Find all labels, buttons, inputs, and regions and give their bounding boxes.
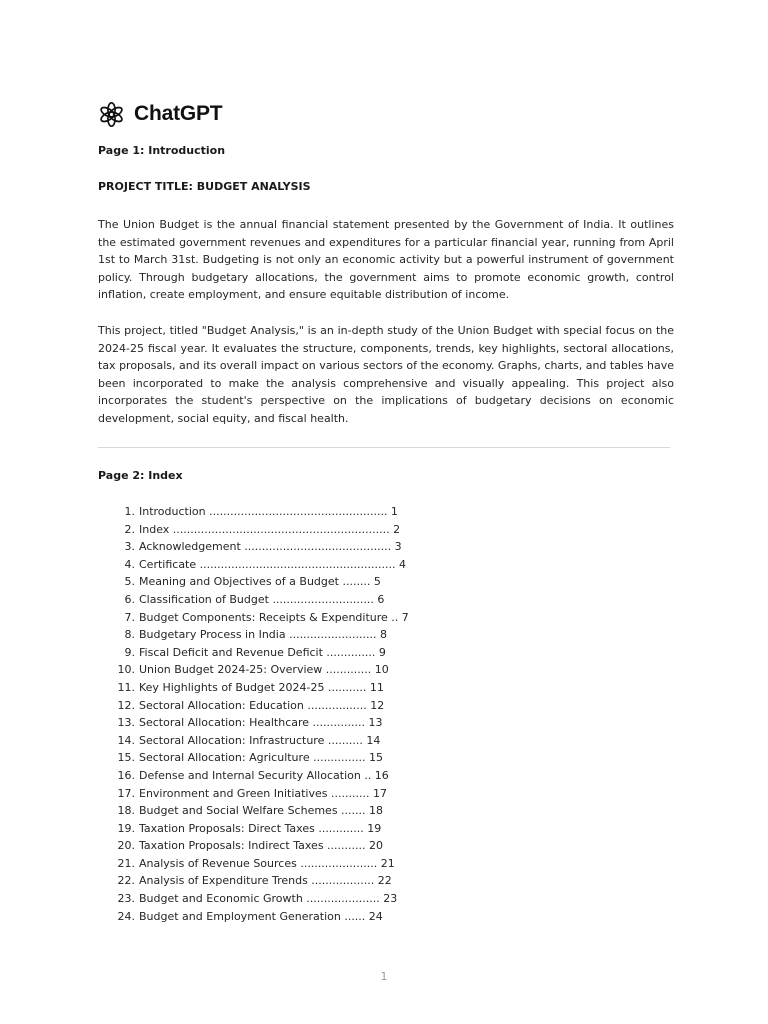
index-item-text: Analysis of Revenue Sources ...................... 21 — [139, 856, 395, 870]
index-item — [116, 890, 409, 908]
index-item — [116, 609, 409, 627]
index-item-number: 2. — [124, 522, 135, 536]
index-item — [116, 626, 409, 644]
index-item-text: Classification of Budget ............................. 6 — [139, 592, 385, 606]
index-item-number: 21. — [117, 856, 135, 870]
index-item — [116, 714, 409, 732]
index-item — [116, 837, 409, 855]
index-item-number: 7. — [124, 610, 135, 624]
index-item — [116, 802, 409, 820]
index-item — [116, 749, 409, 767]
index-item-text: Acknowledgement .......................................... 3 — [139, 540, 402, 554]
index-item — [116, 732, 409, 750]
index-item — [116, 538, 409, 556]
index-item-number: 15. — [117, 751, 135, 765]
index-item-text: Meaning and Objectives of a Budget ........ 5 — [139, 575, 381, 589]
index-item-text: Index .............................................................. 2 — [139, 522, 401, 536]
index-item-text: Key Highlights of Budget 2024-25 ........... 11 — [139, 680, 384, 694]
index-item-number: 16. — [117, 768, 135, 782]
index-item-text: Sectoral Allocation: Healthcare ............... 13 — [139, 716, 383, 730]
index-item-number: 13. — [117, 716, 135, 730]
index-item-number: 20. — [117, 839, 135, 853]
index-item-text: Budget Components: Receipts & Expenditure .. 7 — [139, 610, 409, 624]
index-item — [116, 908, 409, 926]
index-item-text: Introduction ................................................... 1 — [139, 505, 398, 518]
index-item-number: 4. — [124, 557, 135, 571]
index-page-heading: Page 2: Index — [98, 469, 183, 482]
index-item-text: Union Budget 2024-25: Overview ............. 10 — [139, 663, 389, 677]
index-item-text: Certificate ........................................................ 4 — [139, 557, 406, 571]
index-item-number: 3. — [124, 540, 135, 554]
chatgpt-logo — [98, 100, 222, 128]
index-item-number: 24. — [117, 909, 135, 923]
brand-name: ChatGPT — [134, 102, 223, 125]
index-item — [116, 503, 409, 521]
index-item-text: Budget and Social Welfare Schemes ....... 18 — [139, 804, 384, 818]
index-item-number: 18. — [117, 804, 135, 818]
index-item-text: Taxation Proposals: Direct Taxes ............. 19 — [139, 821, 382, 835]
section-divider — [98, 447, 670, 448]
index-item-number: 12. — [117, 698, 135, 712]
index-item-number: 19. — [117, 821, 135, 835]
index-item-text: Sectoral Allocation: Agriculture ............... 15 — [139, 751, 384, 765]
index-item — [116, 644, 409, 662]
index-item-number: 14. — [117, 733, 135, 747]
openai-logo-icon — [98, 101, 125, 128]
index-item-text: Taxation Proposals: Indirect Taxes ........... 20 — [139, 839, 384, 853]
project-title: PROJECT TITLE: BUDGET ANALYSIS — [98, 180, 311, 193]
index-item — [116, 697, 409, 715]
index-item-text: Sectoral Allocation: Education ................. 12 — [139, 698, 385, 712]
index-list — [116, 503, 409, 925]
index-item — [116, 556, 409, 574]
index-item — [116, 767, 409, 785]
index-item — [116, 855, 409, 873]
index-item-text: Fiscal Deficit and Revenue Deficit .............. 9 — [139, 645, 386, 659]
index-item — [116, 872, 409, 890]
index-item — [116, 679, 409, 697]
index-item-number: 23. — [117, 892, 135, 906]
index-item — [116, 785, 409, 803]
index-item-text: Budget and Economic Growth ..................... 23 — [139, 892, 398, 906]
index-item-number: 5. — [124, 575, 135, 589]
index-item-text: Budgetary Process in India ......................... 8 — [139, 628, 387, 642]
index-item-text: Budget and Employment Generation ...... 24 — [139, 909, 383, 923]
intro-paragraph-2: This project, titled "Budget Analysis," is an in-depth study of the Union Budget with special focus on the 2024-25 fiscal year. It evaluates the structure, components, trends, key highlights, sectoral allocations, tax proposals, and its overall impact on various sectors of the economy. Graphs, charts, and tables have been incorporated to make the analysis comprehensive and visually appealing. This project also incorporates the student's perspective on the implications of budgetary decisions on economic development, social equity, and fiscal health. — [98, 324, 674, 425]
index-item — [116, 573, 409, 591]
index-item — [116, 591, 409, 609]
index-item-number: 17. — [117, 786, 135, 800]
page-number: 1 — [380, 970, 388, 983]
index-item — [116, 661, 409, 679]
index-item — [116, 820, 409, 838]
index-item — [116, 521, 409, 539]
intro-page-heading: Page 1: Introduction — [98, 144, 226, 157]
index-item-number: 10. — [117, 663, 135, 677]
index-item-text: Environment and Green Initiatives ........... 17 — [139, 786, 387, 800]
index-item-text: Analysis of Expenditure Trends .................. 22 — [139, 874, 392, 888]
index-item-number: 9. — [124, 645, 135, 659]
index-item-number: 22. — [117, 874, 135, 888]
index-item-number: 8. — [124, 628, 135, 642]
index-item-number: 1. — [124, 505, 135, 518]
index-item-number: 6. — [124, 592, 135, 606]
index-item-text: Defense and Internal Security Allocation .. 16 — [139, 768, 389, 782]
intro-paragraph-1: The Union Budget is the annual financial statement presented by the Government of India. It outlines the estimated government revenues and expenditures for a particular financial year, running from April 1st to March 31st. Budgeting is not only an economic activity but a powerful instrument of government policy. Through budgetary allocations, the government aims to promote economic growth, control inflation, create employment, and ensure equitable distribution of income. — [98, 218, 674, 302]
index-item-text: Sectoral Allocation: Infrastructure .......... 14 — [139, 733, 381, 747]
index-item-number: 11. — [117, 680, 135, 694]
